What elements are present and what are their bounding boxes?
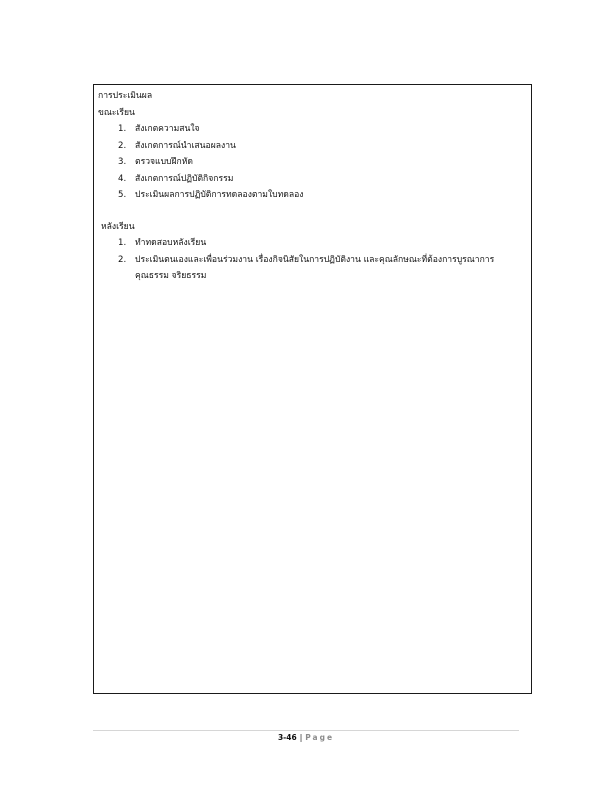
list-item — [98, 187, 525, 204]
list-item — [98, 235, 525, 252]
list-number: 1. — [118, 124, 127, 134]
footer-divider — [93, 730, 519, 731]
list-number: 3. — [118, 157, 127, 167]
page-label: Page — [305, 733, 335, 742]
page-number: 3-46 — [277, 733, 297, 742]
during-list — [98, 121, 525, 204]
list-item-text: ทำทดสอบหลังเรียน — [135, 238, 207, 248]
list-number: 2. — [118, 140, 127, 151]
list-number: 2. — [118, 254, 127, 265]
list-item — [98, 154, 525, 171]
list-item-text: สังเกตความสนใจ — [135, 124, 200, 134]
list-item — [98, 171, 525, 188]
list-item-text: สังเกตการณ์นำเสนอผลงาน — [135, 140, 236, 151]
during-heading: ขณะเรียน — [98, 107, 135, 118]
list-number: 5. — [118, 190, 127, 200]
list-item — [98, 138, 525, 155]
list-item-text: ประเมินตนเองและเพื่อนร่วมงาน เรื่องกิจนิสัยในการปฏิบัติงาน และคุณลักษณะที่ต้องการบูรณาการคุณธรรม จริยธรรม — [135, 254, 495, 281]
list-item-text: สังเกตการณ์ปฏิบัติกิจกรรม — [135, 173, 234, 184]
list-item — [98, 121, 525, 138]
assessment-content — [98, 88, 525, 285]
after-heading: หลังเรียน — [101, 221, 135, 232]
assessment-box — [93, 84, 532, 694]
list-number: 4. — [118, 173, 127, 184]
assessment-title: การประเมินผล — [98, 91, 153, 101]
after-list — [98, 235, 525, 285]
page-separator: | — [299, 733, 303, 742]
page-footer — [0, 733, 612, 742]
list-item — [98, 252, 525, 285]
list-item-text: ตรวจแบบฝึกหัด — [135, 157, 193, 167]
list-number: 1. — [118, 238, 127, 248]
list-item-text: ประเมินผลการปฏิบัติการทดลองตามใบทดลอง — [135, 190, 304, 200]
